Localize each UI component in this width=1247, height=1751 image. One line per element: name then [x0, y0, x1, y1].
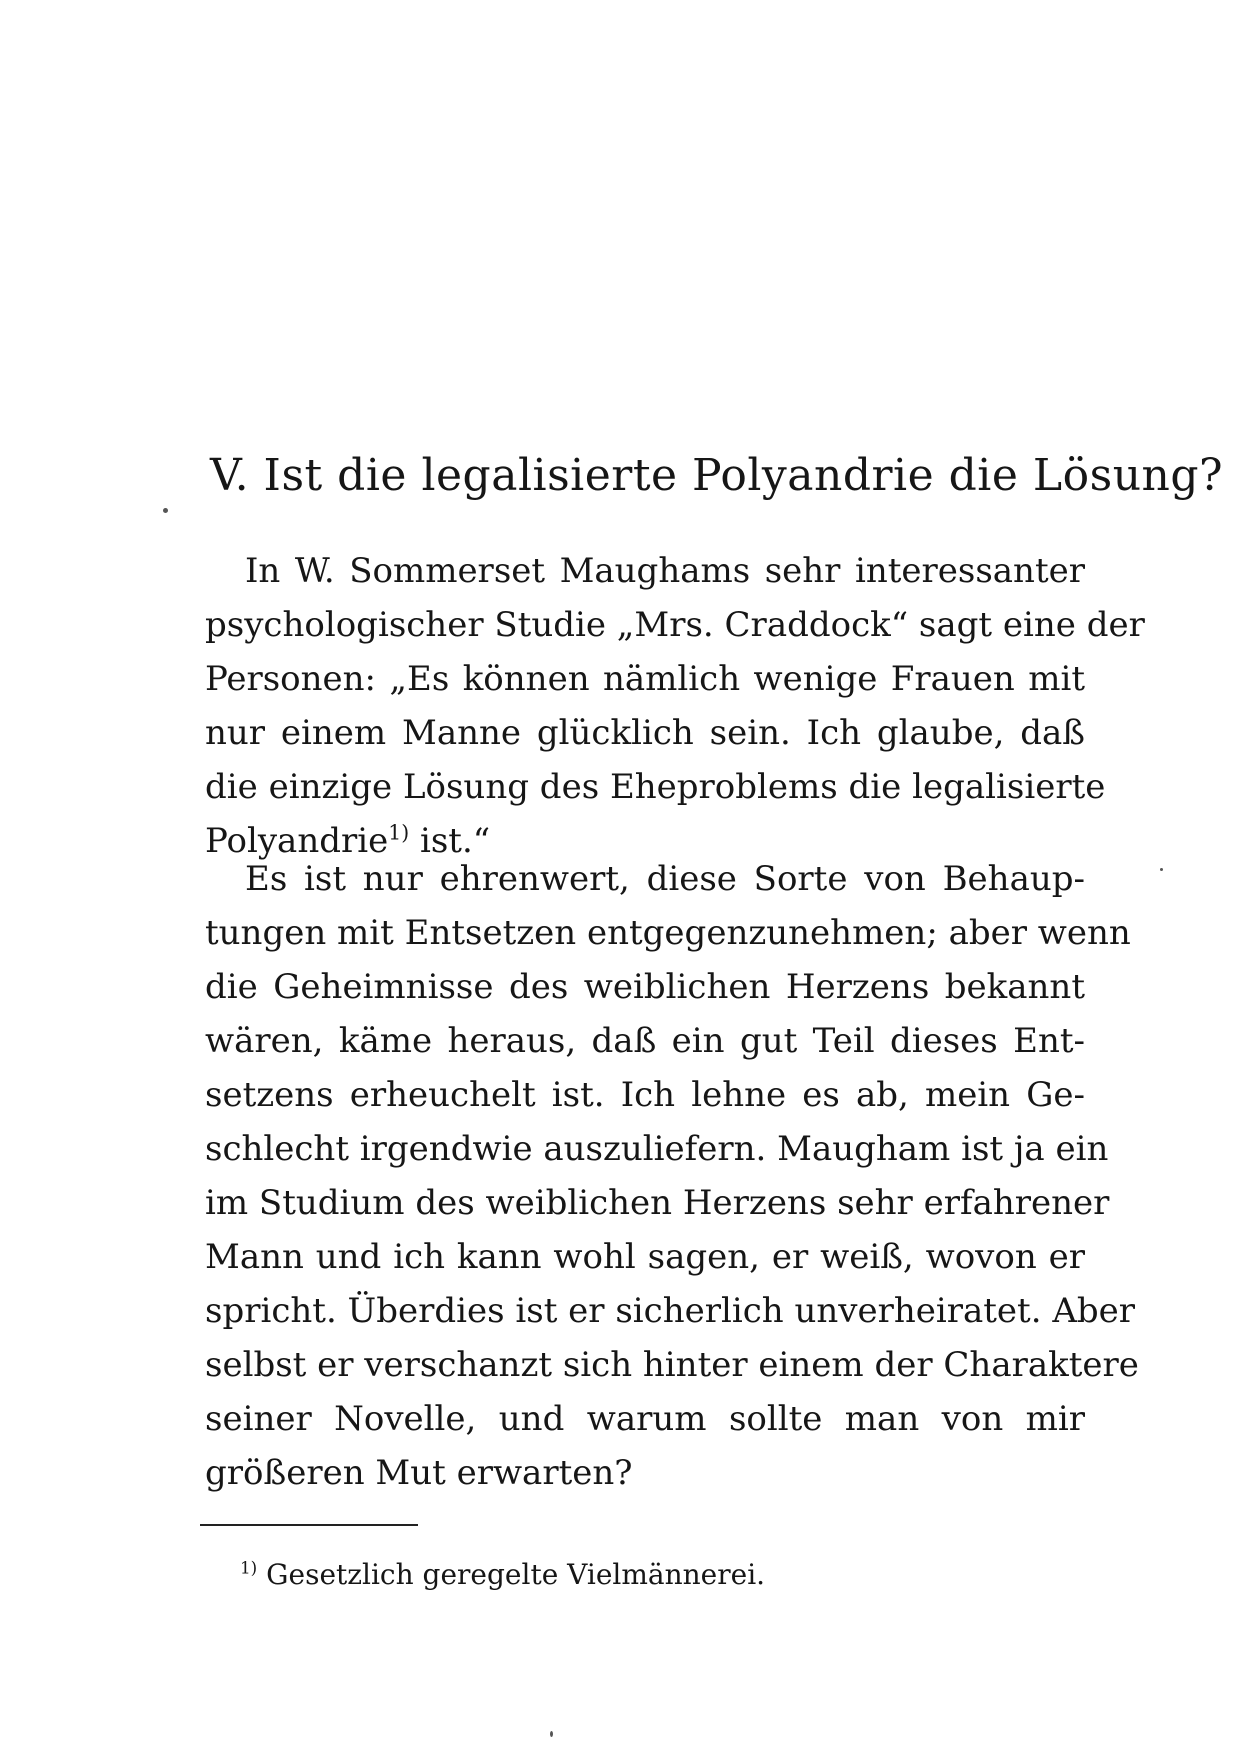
text-line: selbst er verschanzt sich hinter einem der Charaktere — [205, 1345, 1139, 1385]
text-line: im Studium des weiblichen Herzens sehr erfahrener — [205, 1183, 1110, 1223]
scan-speck — [1160, 868, 1163, 871]
text-line: psychologischer Studie „Mrs. Craddock“ sagt eine der — [205, 605, 1145, 645]
text-line-last: größeren Mut erwarten? — [205, 1453, 633, 1493]
text-line: die Geheimnisse des weiblichen Herzens bekannt — [205, 967, 1085, 1007]
paragraph-2 — [205, 852, 1139, 1500]
text-line: Mann und ich kann wohl sagen, er weiß, wovon er — [205, 1237, 1085, 1277]
text-line: nur einem Manne glücklich sein. Ich glaube, daß — [205, 713, 1085, 753]
chapter-title: V. Ist die legalisierte Polyandrie die Lösung? — [210, 450, 1224, 501]
footnote-reference: 1) — [388, 820, 410, 845]
footnote-divider — [200, 1524, 418, 1526]
footnote — [240, 1555, 765, 1595]
text-line: wären, käme heraus, daß ein gut Teil dieses Ent- — [205, 1021, 1085, 1061]
text-line: schlecht irgendwie auszuliefern. Maugham ist ja ein — [205, 1129, 1109, 1169]
scan-speck — [550, 1731, 553, 1737]
text-line: seiner Novelle, und warum sollte man von mir — [205, 1399, 1085, 1439]
text-line: setzens erheuchelt ist. Ich lehne es ab, mein Ge- — [205, 1075, 1085, 1115]
line-text-end: ist.“ — [409, 821, 491, 861]
text-line: tungen mit Entsetzen entgegenzunehmen; aber wenn — [205, 913, 1131, 953]
paragraph-1 — [205, 544, 1145, 868]
footnote-marker: 1) — [240, 1557, 258, 1578]
text-line: die einzige Lösung des Eheproblems die legalisierte — [205, 767, 1106, 807]
text-line: Personen: „Es können nämlich wenige Frauen mit — [205, 659, 1085, 699]
text-line: spricht. Überdies ist er sicherlich unverheiratet. Aber — [205, 1291, 1136, 1331]
text-line: In W. Sommerset Maughams sehr interessanter — [245, 551, 1085, 591]
footnote-text: Gesetzlich geregelte Vielmännerei. — [257, 1558, 766, 1591]
text-line: Es ist nur ehrenwert, diese Sorte von Behaup- — [245, 859, 1085, 899]
line-text-start: Polyandrie — [205, 821, 389, 861]
scan-speck — [163, 508, 168, 513]
